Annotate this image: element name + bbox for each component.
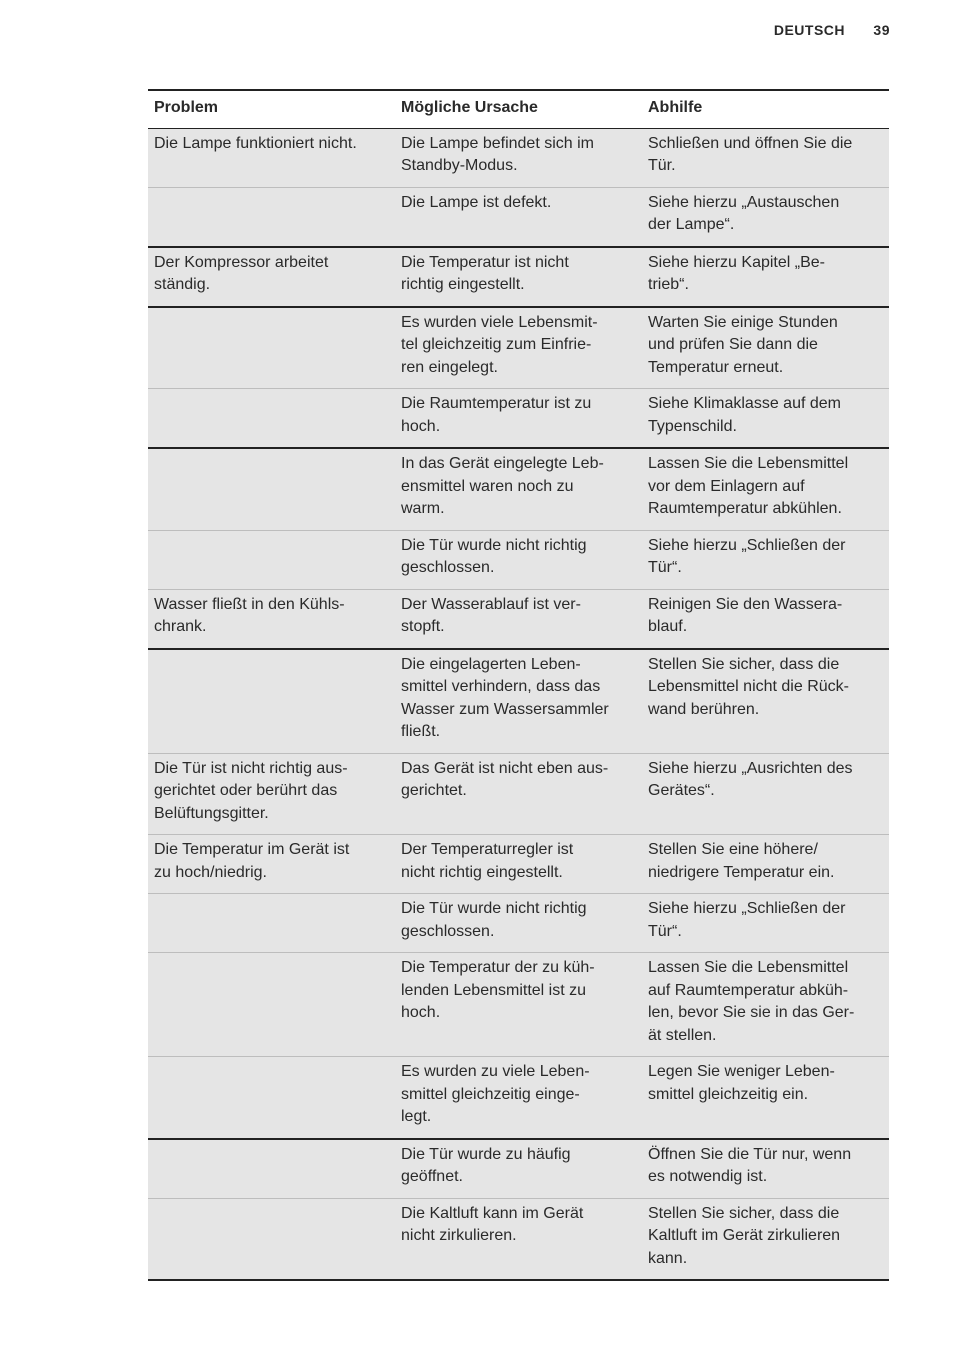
problem-cell: [148, 953, 395, 1057]
remedy-cell: Siehe Klimaklasse auf dem Typenschild.: [642, 389, 889, 449]
table-header-row: [148, 90, 889, 128]
problem-cell: [148, 1198, 395, 1280]
table-row: [148, 1139, 889, 1199]
cause-cell: Die Kaltluft kann im Gerät nicht zirkulieren.: [395, 1198, 642, 1280]
cause-cell: Es wurden viele Lebensmit- tel gleichzeitig zum Einfrie- ren eingelegt.: [395, 307, 642, 389]
cause-cell: Die Temperatur der zu küh- lenden Lebensmittel ist zu hoch.: [395, 953, 642, 1057]
table-row: [148, 753, 889, 835]
table-row: [148, 894, 889, 953]
cause-cell: Der Wasserablauf ist ver- stopft.: [395, 589, 642, 649]
problem-cell: [148, 448, 395, 530]
cause-cell: In das Gerät eingelegte Leb- ensmittel waren noch zu warm.: [395, 448, 642, 530]
remedy-cell: Stellen Sie sicher, dass die Lebensmittel nicht die Rück- wand berühren.: [642, 649, 889, 754]
remedy-cell: Öffnen Sie die Tür nur, wenn es notwendig ist.: [642, 1139, 889, 1199]
table-row: [148, 953, 889, 1057]
problem-cell: [148, 307, 395, 389]
problem-cell: [148, 1139, 395, 1199]
remedy-cell: Siehe hierzu „Ausrichten des Gerätes“.: [642, 753, 889, 835]
cause-cell: Die Lampe ist defekt.: [395, 187, 642, 247]
table-row: [148, 247, 889, 307]
column-header-problem: Problem: [148, 90, 395, 128]
remedy-cell: Siehe hierzu „Austauschen der Lampe“.: [642, 187, 889, 247]
cause-cell: Die Tür wurde nicht richtig geschlossen.: [395, 894, 642, 953]
problem-cell: Der Kompressor arbeitet ständig.: [148, 247, 395, 307]
problem-cell: [148, 389, 395, 449]
table-row: [148, 649, 889, 754]
column-header-cause: Mögliche Ursache: [395, 90, 642, 128]
problem-cell: [148, 187, 395, 247]
column-header-remedy: Abhilfe: [642, 90, 889, 128]
problem-cell: Wasser fließt in den Kühls- chrank.: [148, 589, 395, 649]
table-row: [148, 530, 889, 589]
problem-cell: Die Tür ist nicht richtig aus- gerichtet oder berührt das Belüftungsgitter.: [148, 753, 395, 835]
table-row: [148, 128, 889, 187]
table-row: [148, 448, 889, 530]
page-number: 39: [873, 22, 890, 38]
cause-cell: Die Tür wurde zu häufig geöffnet.: [395, 1139, 642, 1199]
table-row: [148, 187, 889, 247]
table-row: [148, 1198, 889, 1280]
problem-cell: [148, 530, 395, 589]
cause-cell: Die Lampe befindet sich im Standby-Modus.: [395, 128, 642, 187]
remedy-cell: Lassen Sie die Lebensmittel auf Raumtemperatur abküh- len, bevor Sie sie in das Ger- ät stellen.: [642, 953, 889, 1057]
remedy-cell: Schließen und öffnen Sie die Tür.: [642, 128, 889, 187]
problem-cell: Die Lampe funktioniert nicht.: [148, 128, 395, 187]
page-header: [774, 22, 890, 38]
troubleshooting-table: [148, 89, 889, 1281]
cause-cell: Die Temperatur ist nicht richtig eingestellt.: [395, 247, 642, 307]
cause-cell: Die Raumtemperatur ist zu hoch.: [395, 389, 642, 449]
cause-cell: Der Temperaturregler ist nicht richtig eingestellt.: [395, 835, 642, 894]
remedy-cell: Siehe hierzu Kapitel „Be- trieb“.: [642, 247, 889, 307]
table-row: [148, 589, 889, 649]
cause-cell: Das Gerät ist nicht eben aus- gerichtet.: [395, 753, 642, 835]
remedy-cell: Stellen Sie sicher, dass die Kaltluft im Gerät zirkulieren kann.: [642, 1198, 889, 1280]
table-row: [148, 1057, 889, 1139]
cause-cell: Es wurden zu viele Leben- smittel gleichzeitig einge- legt.: [395, 1057, 642, 1139]
remedy-cell: Lassen Sie die Lebensmittel vor dem Einlagern auf Raumtemperatur abkühlen.: [642, 448, 889, 530]
table-row: [148, 307, 889, 389]
remedy-cell: Siehe hierzu „Schließen der Tür“.: [642, 530, 889, 589]
table-row: [148, 835, 889, 894]
remedy-cell: Legen Sie weniger Leben- smittel gleichzeitig ein.: [642, 1057, 889, 1139]
cause-cell: Die eingelagerten Leben- smittel verhindern, dass das Wasser zum Wassersammler fließt.: [395, 649, 642, 754]
cause-cell: Die Tür wurde nicht richtig geschlossen.: [395, 530, 642, 589]
problem-cell: [148, 1057, 395, 1139]
section-label: DEUTSCH: [773, 22, 846, 38]
problem-cell: [148, 649, 395, 754]
remedy-cell: Siehe hierzu „Schließen der Tür“.: [642, 894, 889, 953]
remedy-cell: Stellen Sie eine höhere/ niedrigere Temperatur ein.: [642, 835, 889, 894]
problem-cell: Die Temperatur im Gerät ist zu hoch/niedrig.: [148, 835, 395, 894]
table-row: [148, 389, 889, 449]
remedy-cell: Reinigen Sie den Wassera- blauf.: [642, 589, 889, 649]
problem-cell: [148, 894, 395, 953]
remedy-cell: Warten Sie einige Stunden und prüfen Sie dann die Temperatur erneut.: [642, 307, 889, 389]
